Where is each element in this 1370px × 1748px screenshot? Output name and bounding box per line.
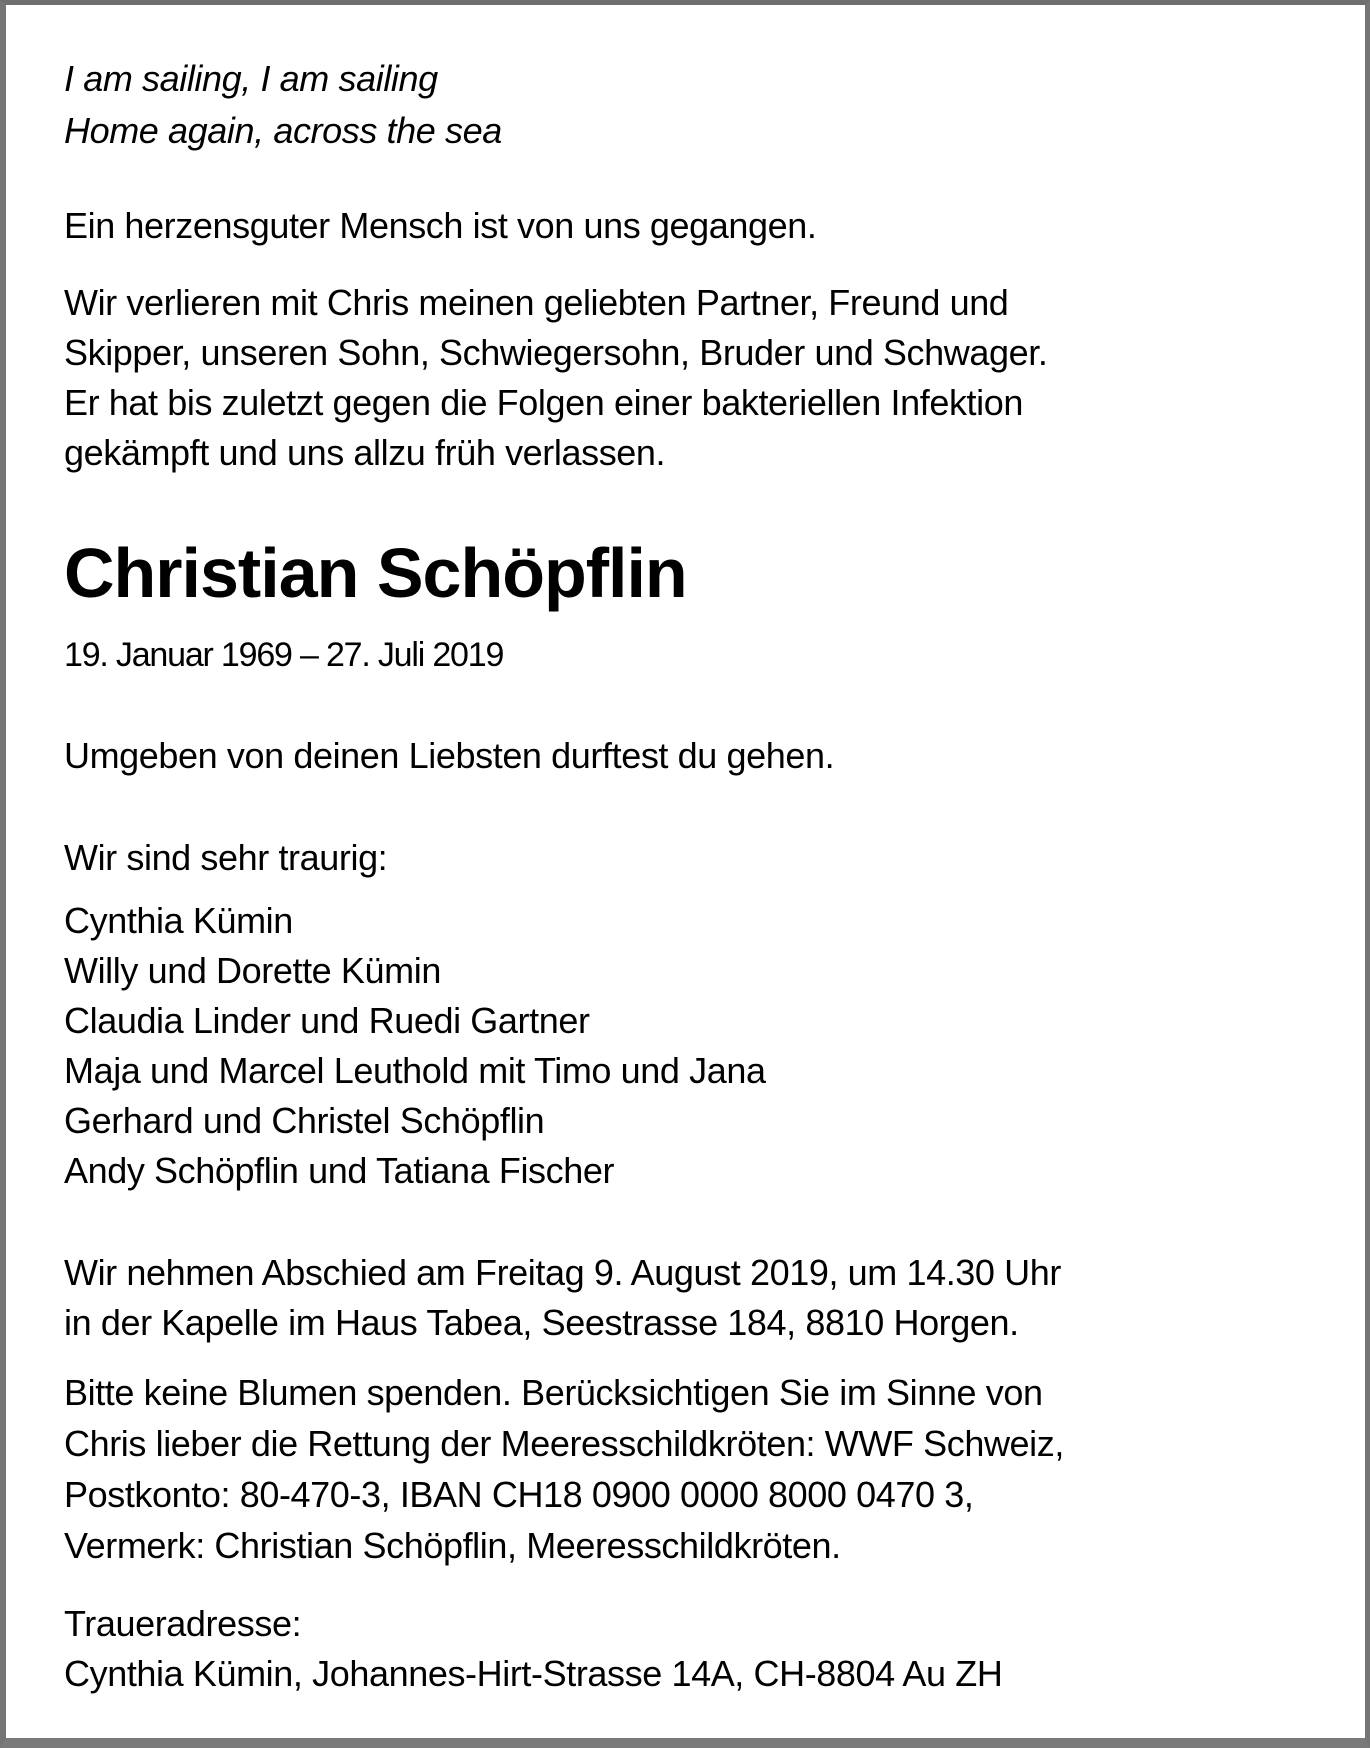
tribute-line: Skipper, unseren Sohn, Schwiegersohn, Bruder und Schwager. — [64, 332, 1048, 373]
song-quote — [64, 53, 502, 157]
tribute-line: Wir verlieren mit Chris meinen geliebten Partner, Freund und — [64, 282, 1009, 323]
song-quote-line: Home again, across the sea — [64, 110, 502, 151]
intro-sentence — [64, 201, 817, 251]
donation-line: Chris lieber die Rettung der Meeresschildkröten: WWF Schweiz, — [64, 1423, 1064, 1464]
tribute-line: Er hat bis zuletzt gegen die Folgen einer bakteriellen Infektion — [64, 382, 1024, 423]
mourners-list — [64, 896, 766, 1196]
intro-text: Ein herzensguter Mensch ist von uns gegangen. — [64, 205, 817, 246]
donation-paragraph — [64, 1367, 1064, 1571]
mourners-heading: Wir sind sehr traurig: — [64, 837, 388, 878]
mourner-name: Willy und Dorette Kümin — [64, 950, 441, 991]
mourner-name: Maja und Marcel Leuthold mit Timo und Jana — [64, 1050, 766, 1091]
condolence-address-block — [64, 1599, 1002, 1699]
tribute-paragraph — [64, 278, 1047, 478]
song-quote-line: I am sailing, I am sailing — [64, 58, 438, 99]
service-line: Wir nehmen Abschied am Freitag 9. August 2019, um 14.30 Uhr — [64, 1252, 1061, 1293]
service-paragraph — [64, 1248, 1061, 1348]
life-dates: 19. Januar 1969 – 27. Juli 2019 — [64, 636, 504, 674]
deceased-name: Christian Schöpflin — [64, 534, 687, 612]
mourner-name: Gerhard und Christel Schöpflin — [64, 1100, 545, 1141]
mourner-name: Andy Schöpflin und Tatiana Fischer — [64, 1150, 615, 1191]
donation-line: Vermerk: Christian Schöpflin, Meeresschildkröten. — [64, 1525, 841, 1566]
tribute-line: gekämpft und uns allzu früh verlassen. — [64, 432, 666, 473]
farewell-text: Umgeben von deinen Liebsten durftest du gehen. — [64, 735, 835, 776]
mourner-name: Claudia Linder und Ruedi Gartner — [64, 1000, 590, 1041]
farewell-sentence — [64, 731, 834, 781]
service-line: in der Kapelle im Haus Tabea, Seestrasse 184, 8810 Horgen. — [64, 1302, 1019, 1343]
condolence-label: Traueradresse: — [64, 1603, 302, 1644]
condolence-address: Cynthia Kümin, Johannes-Hirt-Strasse 14A, CH-8804 Au ZH — [64, 1653, 1003, 1694]
donation-line: Bitte keine Blumen spenden. Berücksichtigen Sie im Sinne von — [64, 1372, 1043, 1413]
donation-line: Postkonto: 80-470-3, IBAN CH18 0900 0000 8000 0470 3, — [64, 1474, 974, 1515]
mourner-name: Cynthia Kümin — [64, 900, 293, 941]
